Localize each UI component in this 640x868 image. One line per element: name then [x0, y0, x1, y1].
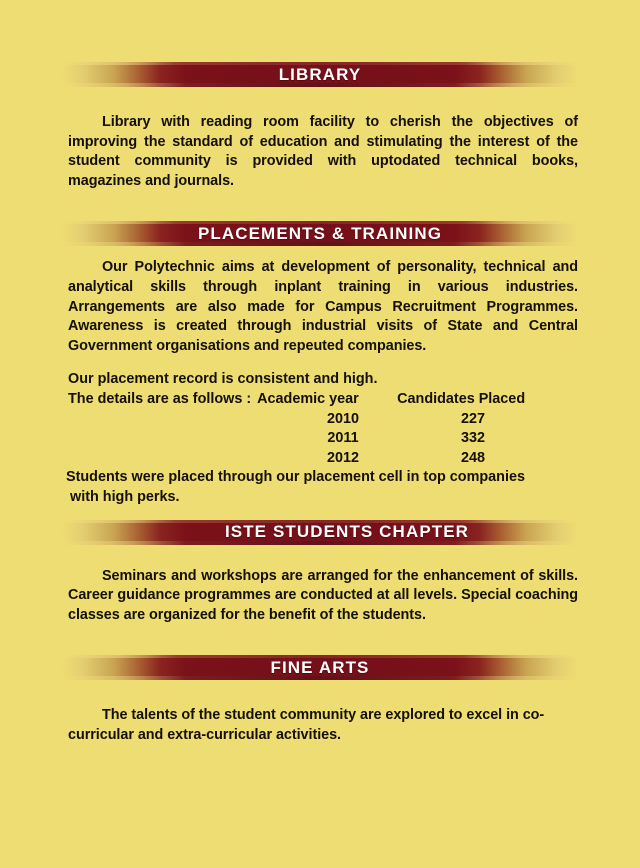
table-row	[68, 429, 600, 449]
section-title-placements: PLACEMENTS & TRAINING	[197, 223, 443, 243]
record-gap	[0, 356, 640, 370]
cell-year: 2012	[326, 449, 359, 466]
section-header-library	[62, 62, 578, 87]
placement-closing-line-1: Students were placed through our placement cell in top companies	[66, 469, 525, 486]
section-title-library: LIBRARY	[278, 64, 362, 84]
placements-paragraph	[0, 258, 640, 356]
placement-table-header	[68, 390, 600, 410]
placement-details-label: The details are as follows :	[68, 390, 252, 407]
column-header-candidates-placed: Candidates Placed	[397, 390, 526, 407]
section-header-placements	[62, 221, 578, 246]
section-header-fine-arts	[62, 655, 578, 680]
section-title-fine-arts: FINE ARTS	[270, 657, 370, 677]
table-row	[68, 410, 600, 430]
library-gap	[0, 87, 640, 113]
iste-bottom-gap	[0, 625, 640, 655]
section-header-iste	[62, 520, 578, 545]
placements-bottom-gap	[0, 508, 640, 520]
placement-record-block	[0, 370, 640, 468]
cell-placed: 248	[460, 449, 485, 466]
placements-paragraph-text: Our Polytechnic aims at development of personality, technical and analytical skills through inplant training in various industries. Arrangements are also made for Campus Recruitment Programmes. Awareness is created through industrial visits of State and Central Government organisations and repeuted companies.	[68, 259, 578, 354]
placement-closing-line-2: with high perks.	[70, 488, 180, 505]
cell-year: 2010	[326, 410, 359, 427]
placement-record-intro: Our placement record is consistent and high.	[68, 371, 378, 388]
iste-paragraph-text: Seminars and workshops are arranged for the enhancement of skills. Career guidance programmes are conducted at all levels. Special coaching classes are organized for the benefit of the students.	[68, 567, 578, 623]
top-spacer	[0, 0, 640, 62]
fine-arts-paragraph	[0, 706, 640, 745]
placements-gap	[0, 246, 640, 258]
section-title-iste: ISTE STUDENTS CHAPTER	[224, 522, 470, 541]
library-paragraph-text: Library with reading room facility to cherish the objectives of improving the standard of education and stimulating the interest of the student community is provided with uptodated technical books, magazines and journals.	[68, 114, 578, 189]
cell-placed: 227	[460, 410, 485, 427]
fine-arts-gap	[0, 680, 640, 706]
column-header-academic-year: Academic year	[257, 390, 359, 407]
iste-paragraph	[0, 567, 640, 626]
library-paragraph	[0, 113, 640, 191]
cell-year: 2011	[327, 430, 359, 447]
iste-gap	[0, 545, 640, 567]
fine-arts-paragraph-text: The talents of the student community are explored to excel in co-curricular and extra-curricular activities.	[68, 707, 545, 743]
table-row	[68, 449, 600, 469]
library-bottom-gap	[0, 191, 640, 221]
cell-placed: 332	[460, 430, 485, 447]
placement-closing	[0, 468, 640, 507]
